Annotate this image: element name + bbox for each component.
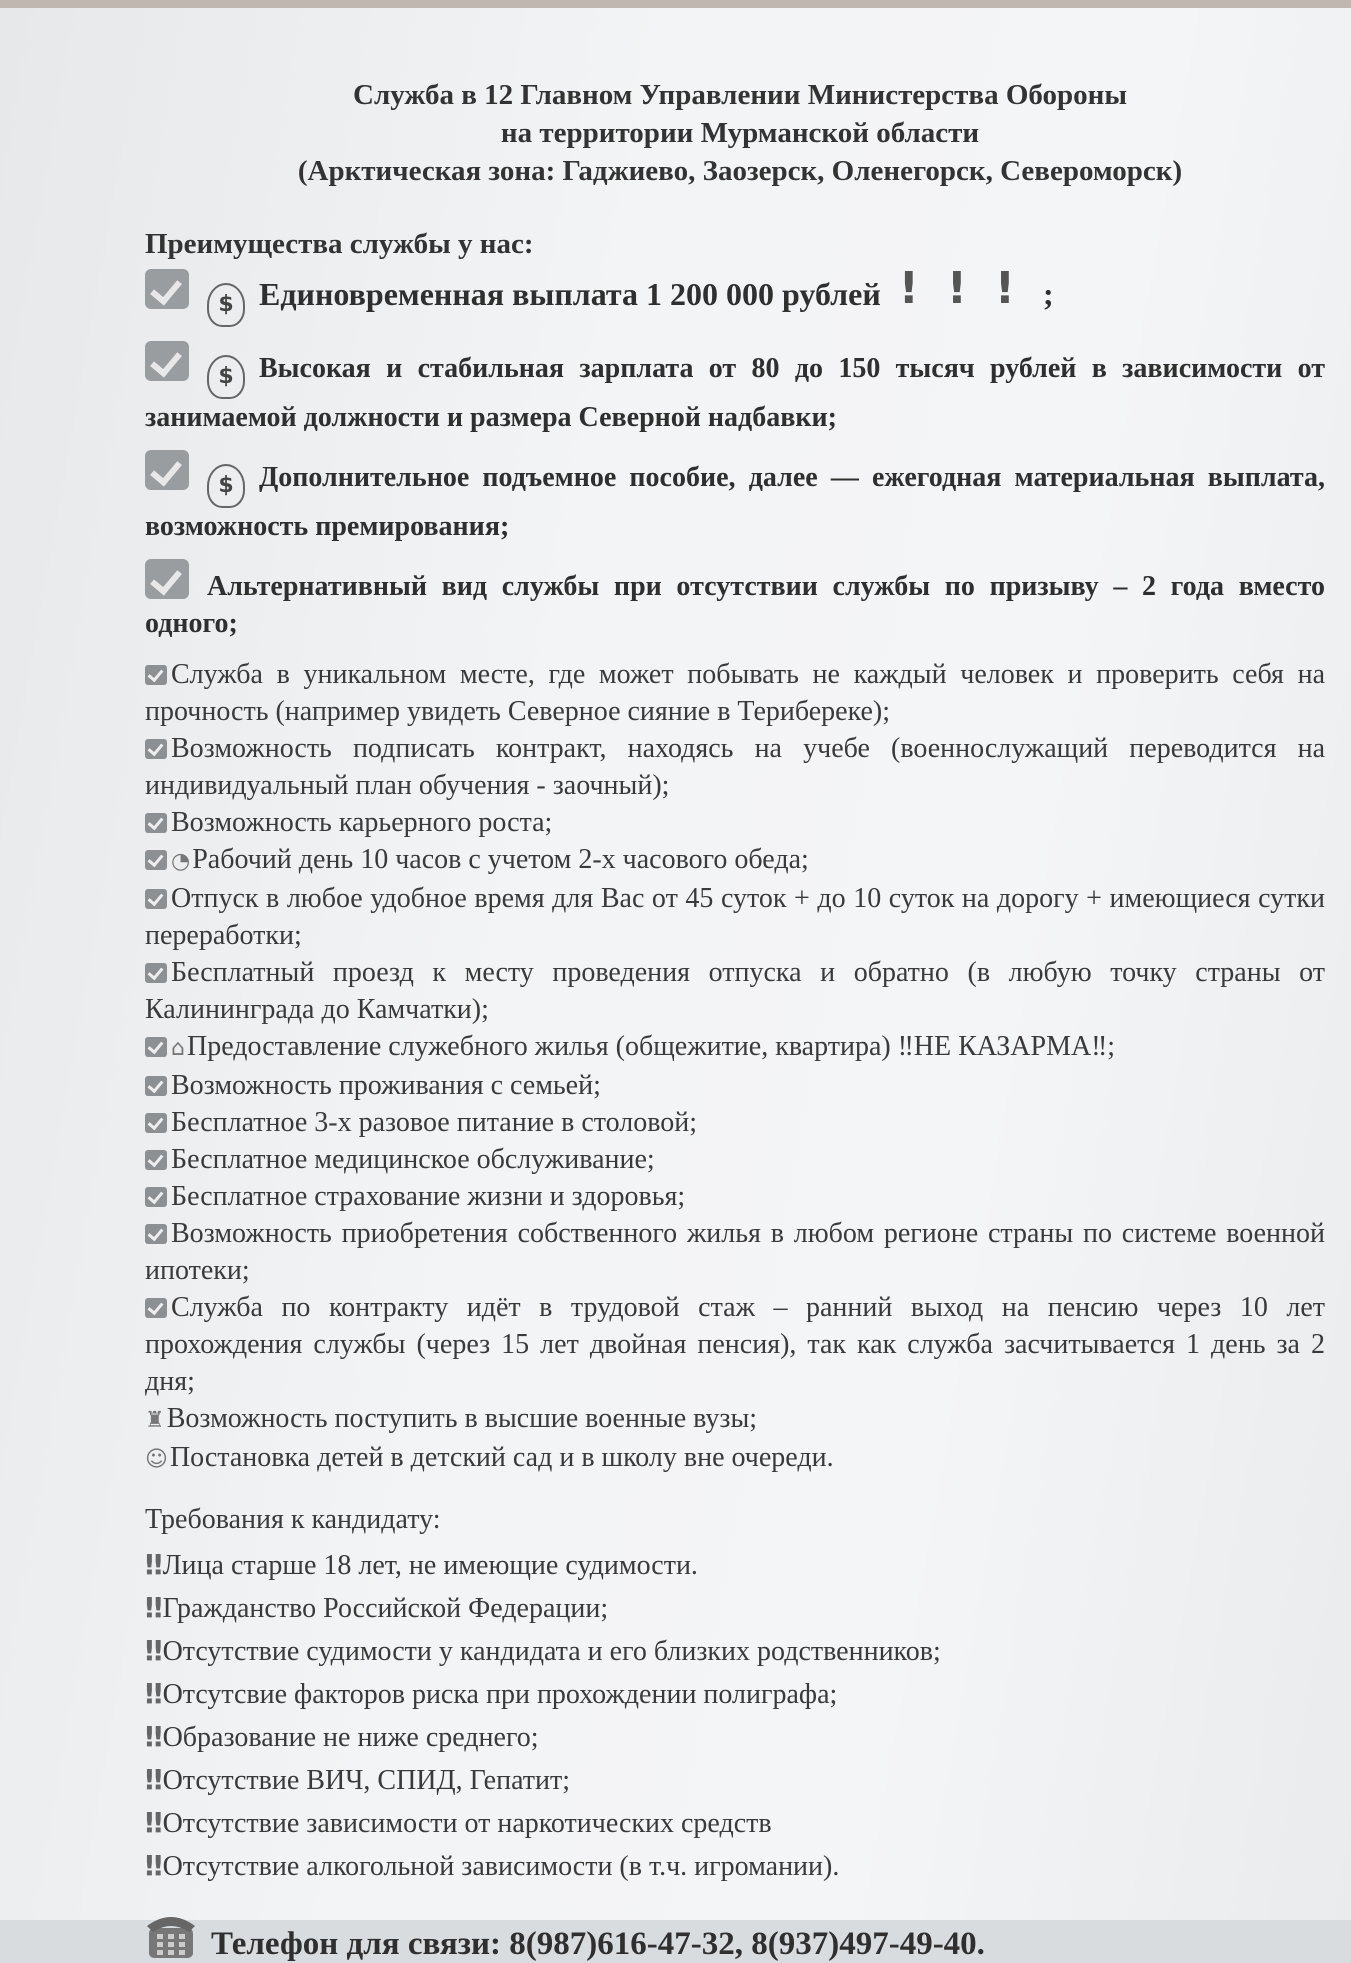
advantage-list-item [145, 1439, 1325, 1478]
advantage-list-item [145, 1104, 1325, 1141]
advantage-list-text: Бесплатное страхование жизни и здоровья; [171, 1181, 686, 1212]
header-line-3: (Арктическая зона: Гаджиево, Заозерск, Оленегорск, Североморск) [297, 155, 1183, 187]
advantage-list-text: Рабочий день 10 часов с учетом 2-х часового обеда; [192, 844, 809, 875]
double-exclamation-icon: ‼ [145, 1806, 161, 1839]
advantage-item [145, 559, 1325, 642]
requirement-item [145, 1845, 1325, 1888]
advantage-item [145, 450, 1325, 545]
contact-label: Телефон для связи: 8(987)616-47-32, 8(937)497-49-40. [211, 1926, 985, 1962]
advantage-list-item [145, 954, 1325, 1028]
advantage-item [145, 263, 1325, 327]
check-icon [145, 1224, 167, 1244]
advantage-list-item [145, 1289, 1325, 1400]
advantage-list-text: Возможность карьерного роста; [171, 807, 553, 838]
requirement-item [145, 1630, 1325, 1673]
check-icon [145, 1037, 167, 1057]
check-icon [145, 739, 167, 759]
check-icon [145, 559, 189, 599]
house-icon: ⌂ [171, 1036, 185, 1061]
telephone-icon [145, 1910, 197, 1960]
paper-top-edge [0, 0, 1351, 8]
advantage-list-item [145, 1400, 1325, 1439]
double-exclamation-icon: ‼ [145, 1591, 161, 1624]
advantage-list-text: Возможность поступить в высшие военные вузы; [166, 1403, 758, 1434]
requirement-item [145, 1673, 1325, 1716]
double-exclamation-icon: ‼ [145, 1548, 161, 1581]
advantage-list-item [145, 1141, 1325, 1178]
contact-phone [145, 1910, 1325, 1963]
document-header [190, 76, 1290, 190]
advantage-list-item [145, 841, 1325, 880]
check-icon [145, 1076, 167, 1096]
money-bag-icon: $ [207, 283, 245, 327]
advantage-list-item [145, 1215, 1325, 1289]
check-icon [145, 1298, 167, 1318]
requirement-item [145, 1802, 1325, 1845]
requirement-text: Образование не ниже среднего; [162, 1722, 539, 1753]
advantage-text: Альтернативный вид службы при отсутствии службы по призыву – 2 года вместо одного; [145, 571, 1325, 639]
advantage-list-text: Возможность приобретения собственного жилья в любом регионе страны по системе военной ипотеки; [145, 1218, 1325, 1286]
requirement-text: Отсутсвие факторов риска при прохождении полиграфа; [162, 1679, 838, 1710]
advantage-text: Дополнительное подъемное пособие, далее — ежегодная материальная выплата, возможность премирования; [145, 462, 1325, 542]
clock-icon: ◔ [171, 849, 191, 874]
advantage-list-item [145, 1178, 1325, 1215]
document-body [145, 228, 1325, 1963]
check-icon [145, 1150, 167, 1170]
advantage-list-item [145, 880, 1325, 954]
double-exclamation-icon: ‼ [145, 1677, 161, 1710]
check-icon [145, 1187, 167, 1207]
check-icon [145, 850, 167, 870]
advantage-list-text: Возможность проживания с семьей; [171, 1070, 601, 1101]
advantage-text: Единовременная выплата 1 200 000 рублей [259, 276, 881, 312]
check-icon [145, 450, 189, 490]
requirement-text: Отсутствие ВИЧ, СПИД, Гепатит; [162, 1765, 571, 1796]
graduate-icon: ♜ [145, 1408, 165, 1433]
requirements-list [145, 1544, 1325, 1888]
advantage-list-item [145, 656, 1325, 730]
advantages-title: Преимущества службы у нас: [145, 228, 534, 260]
baby-icon: ☺ [145, 1447, 168, 1472]
advantage-list-text: Постановка детей в детский сад и в школу вне очереди. [169, 1442, 834, 1473]
check-icon [145, 341, 189, 381]
requirement-text: Отсутствие алкогольной зависимости (в т.ч. игромании). [162, 1851, 840, 1882]
check-icon [145, 963, 167, 983]
requirement-text: Отсутствие судимости у кандидата и его близких родственников; [162, 1636, 941, 1667]
double-exclamation-icon: ‼ [145, 1720, 161, 1753]
requirement-item [145, 1759, 1325, 1802]
advantage-list-text: Возможность подписать контракт, находясь на учебе (военнослужащий переводится на индивидуальный план обучения - заочный); [145, 733, 1325, 801]
check-icon [145, 665, 167, 685]
advantage-list-text: Бесплатное 3-х разовое питание в столовой; [171, 1107, 698, 1138]
money-bag-icon: $ [207, 355, 245, 399]
advantages-list [145, 656, 1325, 1478]
check-icon [145, 1113, 167, 1133]
check-icon [145, 269, 189, 309]
advantage-text: Высокая и стабильная зарплата от 80 до 150 тысяч рублей в зависимости от занимаемой должности и размера Северной надбавки; [145, 353, 1325, 433]
requirement-item [145, 1716, 1325, 1759]
advantage-list-item [145, 1067, 1325, 1104]
advantage-list-text: Отпуск в любое удобное время для Вас от 45 суток + до 10 суток на дорогу + имеющиеся сутки переработки; [145, 883, 1325, 951]
requirement-item [145, 1587, 1325, 1630]
exclamation-icons: !!! [898, 263, 1043, 314]
requirement-text: Отсутствие зависимости от наркотических средств [162, 1808, 772, 1839]
header-line-1: Служба в 12 Главном Управлении Министерства Обороны [353, 79, 1127, 111]
advantage-list-text: Служба в уникальном месте, где может побывать не каждый человек и проверить себя на прочность (например увидеть Северное сияние в Терибереке); [145, 659, 1325, 727]
advantage-list-item [145, 730, 1325, 804]
advantage-list-text: Служба по контракту идёт в трудовой стаж – ранний выход на пенсию через 10 лет прохождения службы (через 15 лет двойная пенсия), так как служба засчитывается 1 день за 2 дня; [145, 1292, 1325, 1397]
double-exclamation-icon: ‼ [145, 1634, 161, 1667]
double-exclamation-icon: ‼ [145, 1763, 161, 1796]
money-bag-icon: $ [207, 464, 245, 508]
advantage-list-item [145, 1028, 1325, 1067]
advantage-suffix: ; [1042, 276, 1054, 312]
double-exclamation-icon: ‼ [145, 1849, 161, 1882]
header-line-2: на территории Мурманской области [500, 117, 980, 149]
advantage-list-item [145, 804, 1325, 841]
advantage-item [145, 341, 1325, 436]
advantage-list-text: Бесплатное медицинское обслуживание; [171, 1144, 655, 1175]
advantage-list-text: Бесплатный проезд к месту проведения отпуска и обратно (в любую точку страны от Калининграда до Камчатки); [145, 957, 1325, 1025]
check-icon [145, 813, 167, 833]
requirements-title: Требования к кандидату: [145, 1504, 441, 1535]
advantage-list-text: Предоставление служебного жилья (общежитие, квартира) ‼НЕ КАЗАРМА‼; [186, 1031, 1116, 1062]
check-icon [145, 889, 167, 909]
requirement-text: Лица старше 18 лет, не имеющие судимости. [162, 1550, 698, 1581]
requirement-item [145, 1544, 1325, 1587]
requirement-text: Гражданство Российской Федерации; [162, 1593, 609, 1624]
